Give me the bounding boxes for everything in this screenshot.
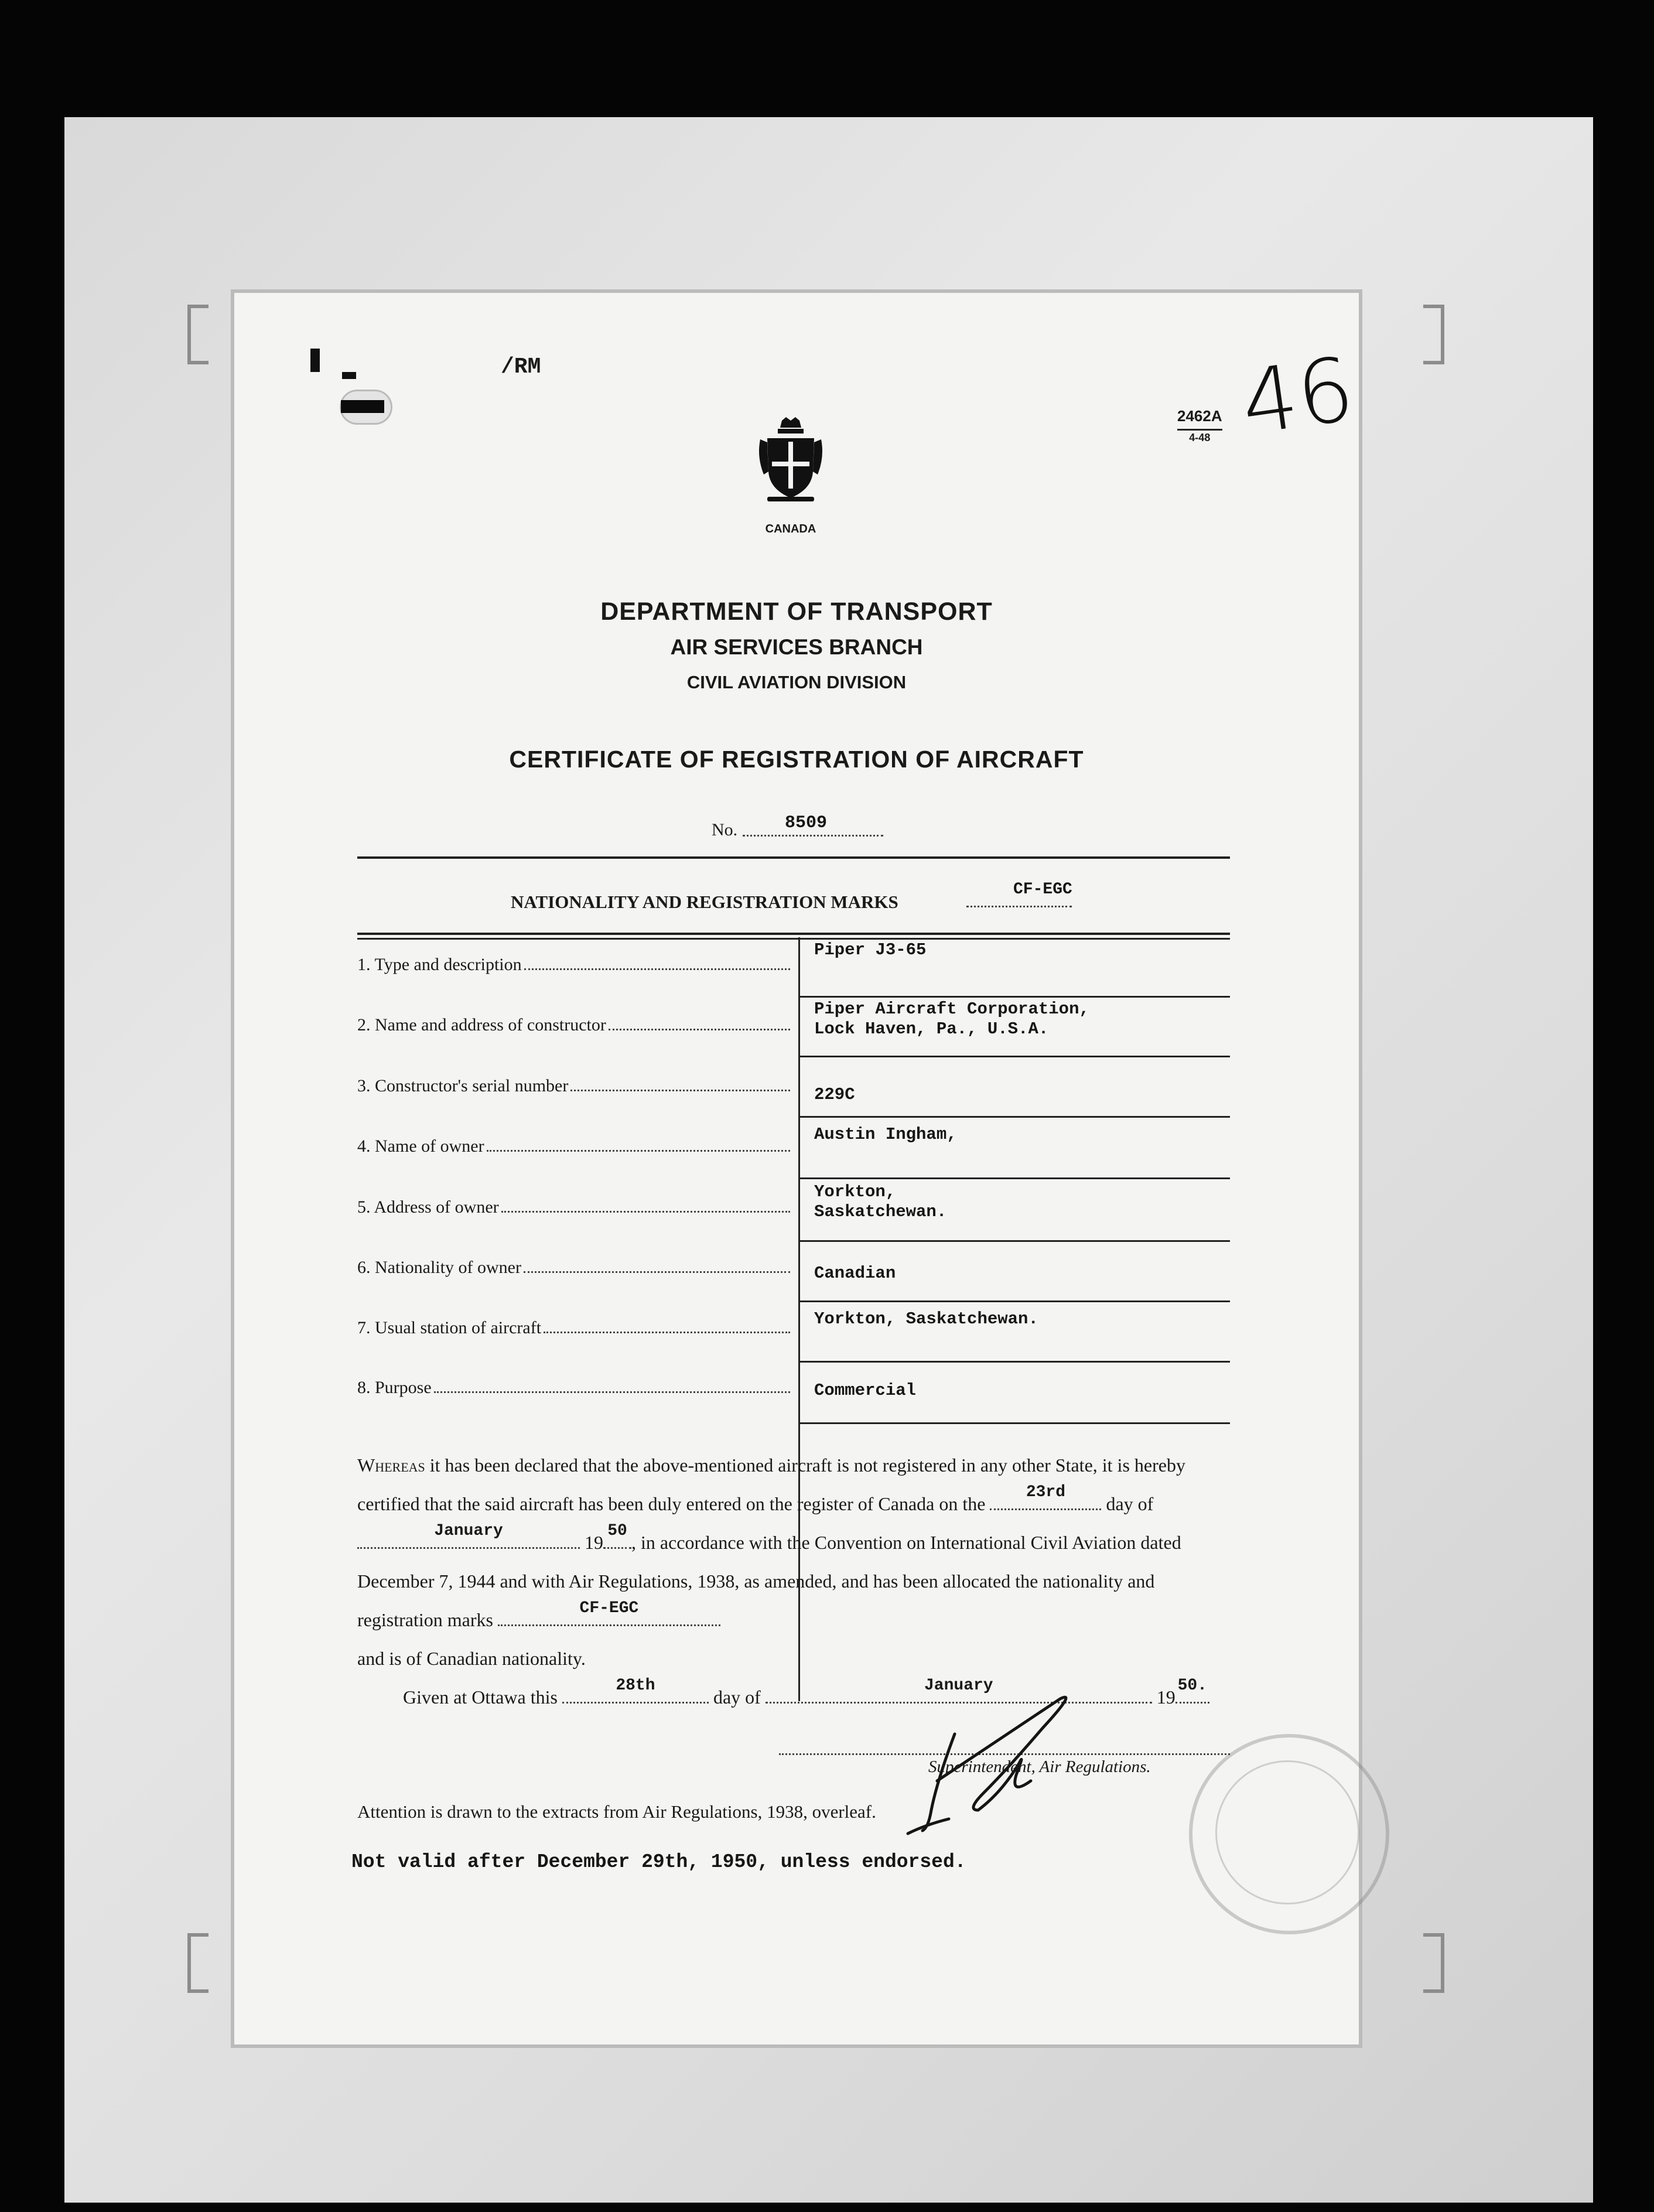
divider bbox=[357, 933, 1230, 935]
punch-mark bbox=[310, 349, 320, 372]
country-label: CANADA bbox=[765, 523, 816, 535]
divider bbox=[357, 856, 1230, 859]
divider bbox=[357, 938, 1230, 940]
divider bbox=[798, 1422, 1230, 1424]
table-row-value: Piper J3-65 bbox=[814, 940, 927, 960]
crop-mark-bottom-left bbox=[187, 1933, 209, 1993]
certificate-document bbox=[234, 293, 1359, 2044]
row-divider bbox=[798, 1240, 1230, 1242]
branch-title: AIR SERVICES BRANCH bbox=[670, 635, 923, 659]
month-field: January bbox=[357, 1530, 580, 1549]
form-number bbox=[1177, 407, 1222, 444]
embossed-seal-inner bbox=[1215, 1760, 1359, 1904]
certificate-number-leader bbox=[743, 835, 883, 837]
punch-mark bbox=[342, 372, 356, 379]
certification-text bbox=[357, 1446, 1230, 1716]
table-row-value: Austin Ingham, bbox=[814, 1125, 957, 1144]
year-field: 50 bbox=[603, 1530, 631, 1549]
day-field: 23rd bbox=[990, 1491, 1101, 1510]
row-divider bbox=[798, 1361, 1230, 1363]
form-date: 4-48 bbox=[1177, 429, 1222, 444]
tape-mark-shadow bbox=[341, 400, 384, 413]
table-row-value: Piper Aircraft Corporation, Lock Haven, Pa., U.S.A. bbox=[814, 999, 1089, 1039]
row-divider bbox=[798, 1116, 1230, 1118]
division-title: CIVIL AVIATION DIVISION bbox=[686, 672, 907, 692]
table-row-value: 229C bbox=[814, 1085, 855, 1104]
certificate-number: 8509 bbox=[785, 813, 828, 833]
table-row-value: Commercial bbox=[814, 1381, 917, 1400]
department-title: DEPARTMENT OF TRANSPORT bbox=[600, 598, 993, 626]
certification-text-2: , in accordance with the Convention on International Civil Aviation dated December 7, 1944 and with Air Regulations, 1938, as amended, and has been allocated the nationality and registration marks bbox=[357, 1532, 1181, 1630]
given-year-prefix: 19 bbox=[1156, 1687, 1175, 1708]
table-row-label: 4. Name of owner bbox=[357, 1136, 794, 1156]
nationality-marks-value: CF-EGC bbox=[1013, 880, 1072, 899]
certificate-number-label: No. bbox=[712, 820, 738, 839]
signature-caption: Superintendent, Air Regulations. bbox=[928, 1757, 1151, 1776]
certification-text-1: it has been declared that the above-mentioned aircraft is not registered in any other State, it is hereby certified that the said aircraft has been duly entered on the register of Canada bbox=[357, 1455, 1185, 1514]
given-year-field: 50. bbox=[1175, 1684, 1209, 1704]
given-at-label: Given at Ottawa this bbox=[403, 1687, 558, 1708]
handwritten-page-number: 46 bbox=[1235, 338, 1361, 455]
row-divider bbox=[798, 1056, 1230, 1057]
crop-mark-bottom-right bbox=[1423, 1933, 1444, 1993]
nationality-marks-label: NATIONALITY AND REGISTRATION MARKS bbox=[511, 892, 898, 912]
certificate-title: CERTIFICATE OF REGISTRATION OF AIRCRAFT bbox=[509, 746, 1084, 773]
crop-mark-top-left bbox=[187, 305, 209, 364]
validity-note: Not valid after December 29th, 1950, unless endorsed. bbox=[351, 1851, 966, 1873]
form-number-value: 2462A bbox=[1177, 407, 1222, 425]
row-divider bbox=[798, 1177, 1230, 1179]
table-row-value: Yorkton, Saskatchewan. bbox=[814, 1182, 947, 1221]
given-day-of-label: day of bbox=[713, 1687, 761, 1708]
row-divider bbox=[798, 1300, 1230, 1302]
marks-field: CF-EGC bbox=[498, 1607, 720, 1626]
given-day-field: 28th bbox=[562, 1684, 709, 1704]
table-row-label: 2. Name and address of constructor bbox=[357, 1015, 794, 1035]
on-the-label: on the bbox=[939, 1493, 986, 1514]
year-prefix: 19 bbox=[585, 1532, 603, 1553]
row-divider bbox=[798, 996, 1230, 998]
table-row-label: 8. Purpose bbox=[357, 1378, 794, 1398]
file-reference: /RM bbox=[501, 354, 541, 380]
table-row-label: 5. Address of owner bbox=[357, 1197, 794, 1217]
whereas-word: Whereas bbox=[357, 1455, 425, 1476]
attention-note: Attention is drawn to the extracts from Air Regulations, 1938, overleaf. bbox=[357, 1801, 876, 1822]
table-row-value: Canadian bbox=[814, 1264, 896, 1283]
table-row-label: 6. Nationality of owner bbox=[357, 1258, 794, 1278]
table-row-label: 1. Type and description bbox=[357, 955, 794, 975]
nationality-marks-leader bbox=[966, 906, 1072, 907]
day-of-label: day of bbox=[1106, 1493, 1154, 1514]
crop-mark-top-right bbox=[1423, 305, 1444, 364]
certification-text-3: and is of Canadian nationality. bbox=[357, 1648, 586, 1669]
table-row-label: 7. Usual station of aircraft bbox=[357, 1318, 794, 1338]
canada-coat-of-arms-icon bbox=[756, 416, 826, 504]
given-month-field: January bbox=[766, 1684, 1152, 1704]
table-row-value: Yorkton, Saskatchewan. bbox=[814, 1309, 1038, 1329]
table-row-label: 3. Constructor's serial number bbox=[357, 1076, 794, 1096]
